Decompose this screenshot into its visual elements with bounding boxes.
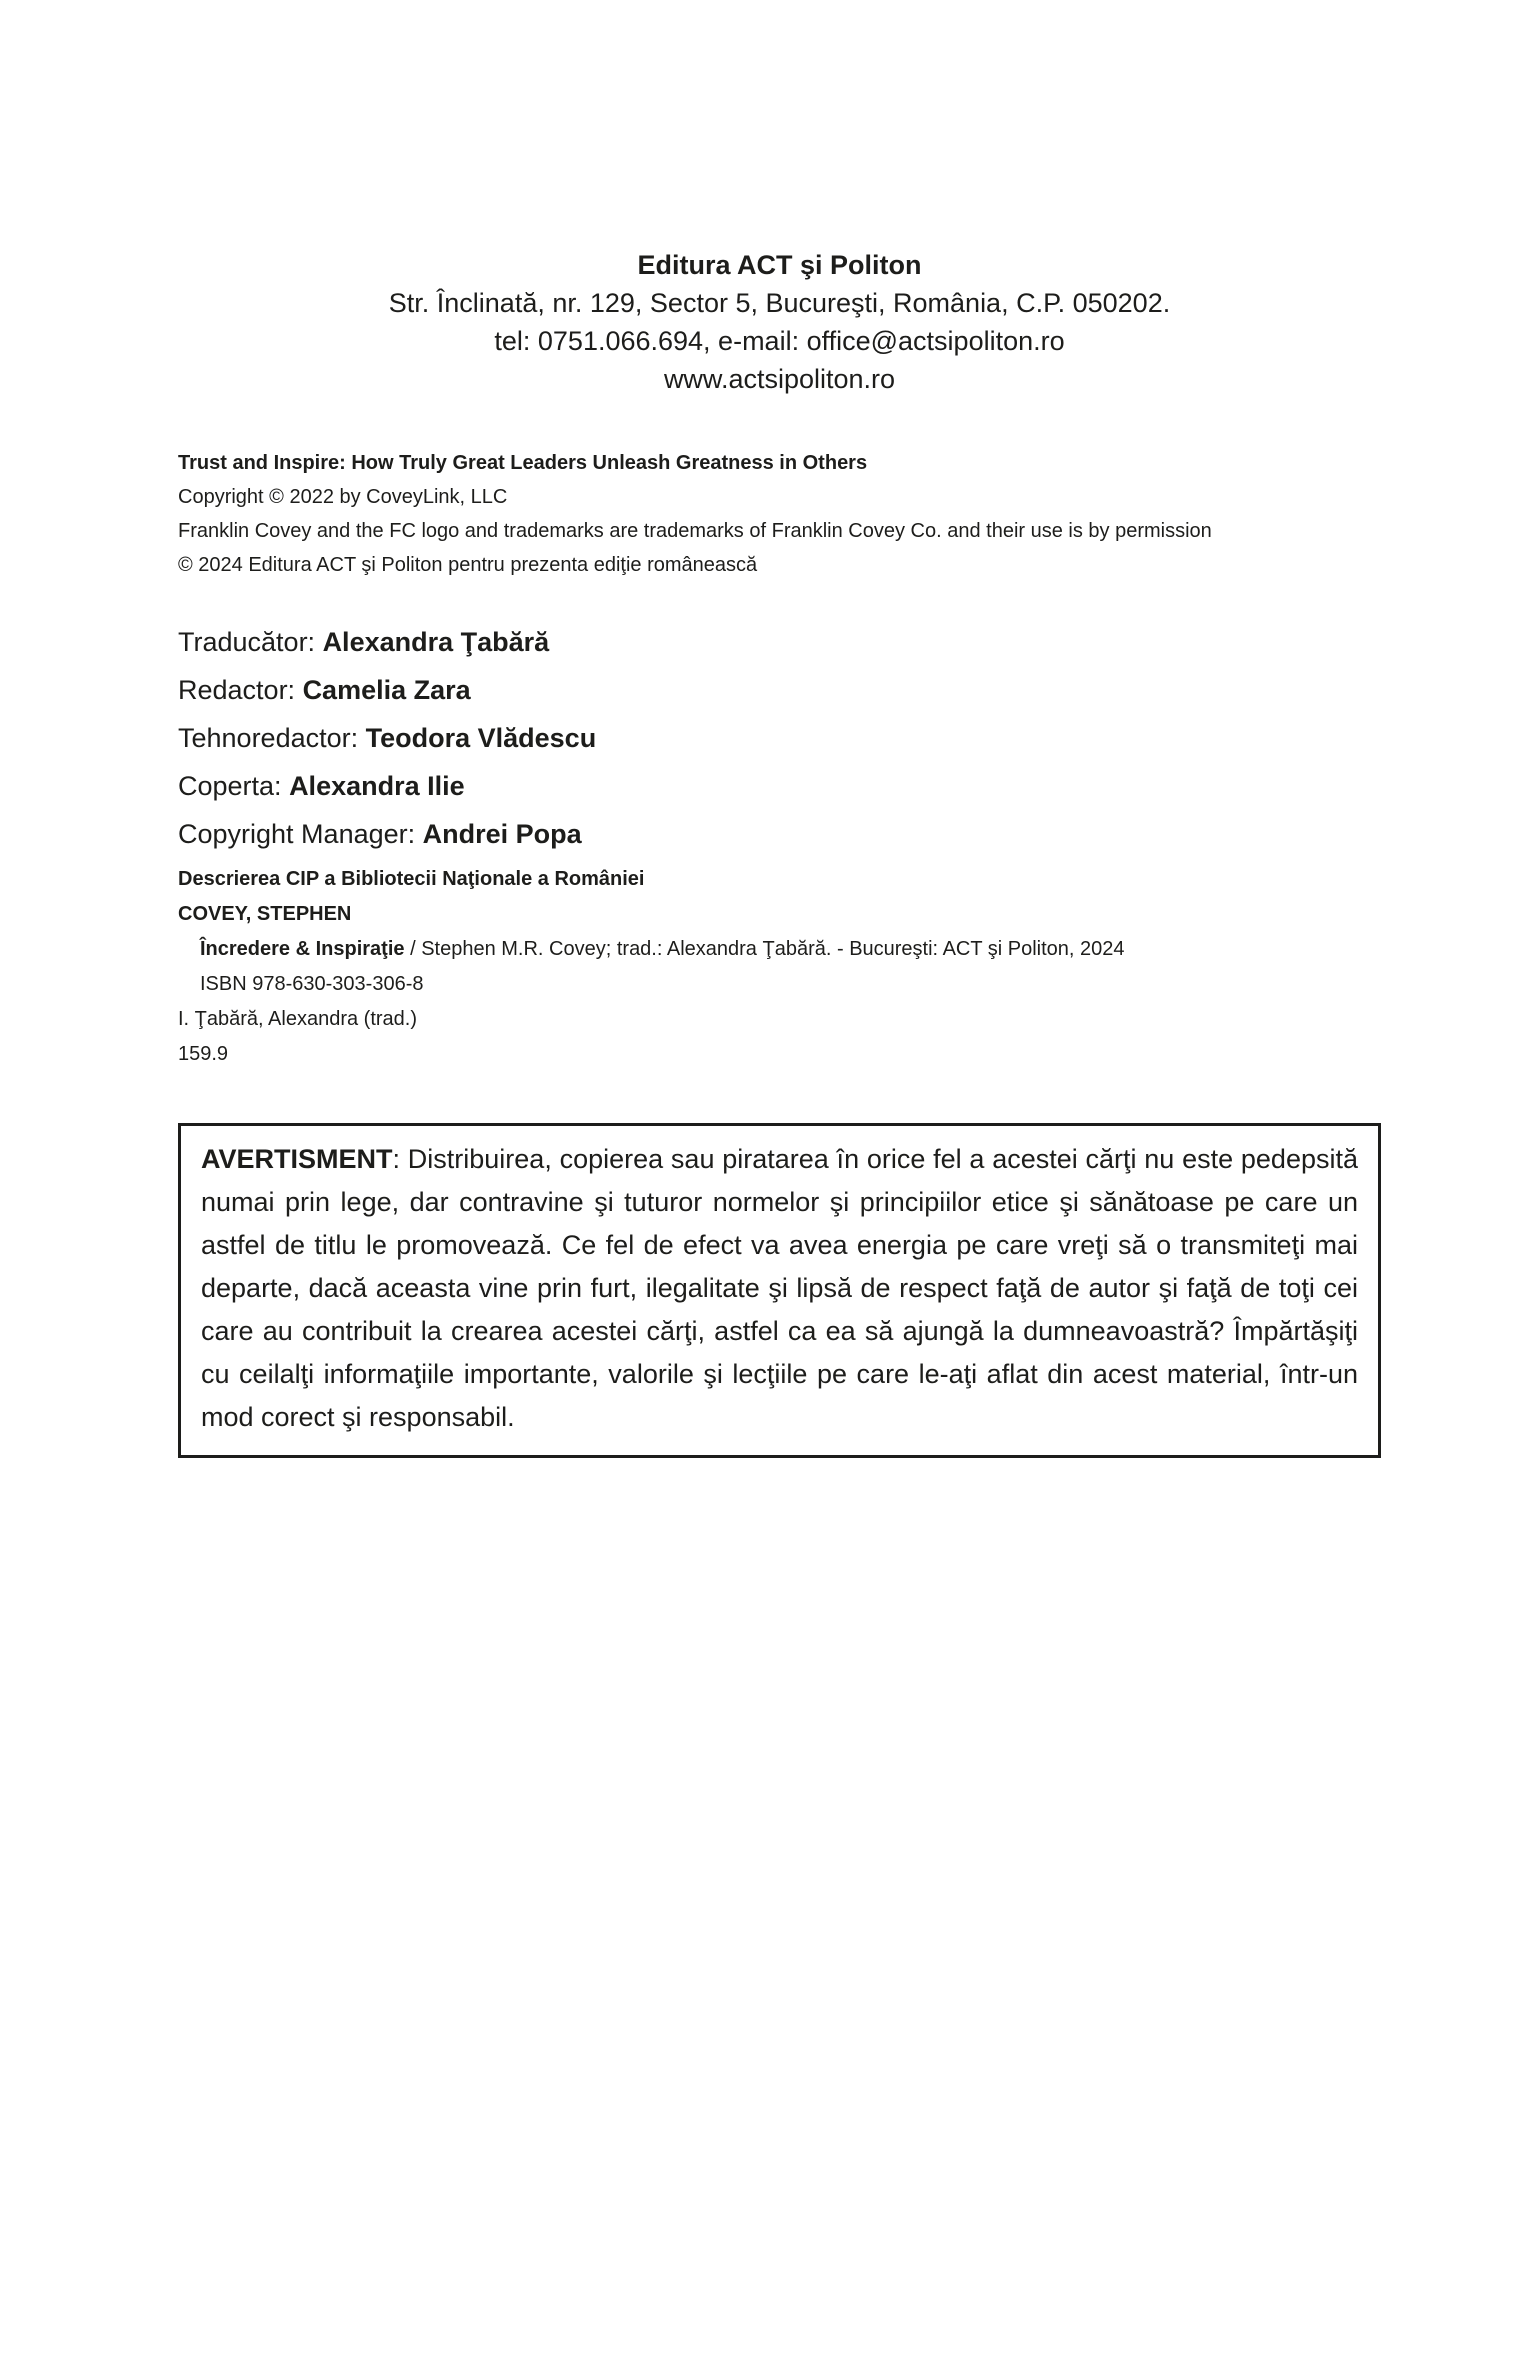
publisher-website: www.actsipoliton.ro (663, 364, 896, 394)
warning-text: : Distribuirea, copierea sau piratarea în orice fel a acestei cărţi nu este pedepsită numai prin lege, dar contravine şi tuturor normelor şi principiilor etice şi sănătoase pe care un astfel de titlu le promovează. Ce fel de efect va avea energia pe care vreţi să o transmiteţi mai departe, dacă aceasta vine prin furt, ilegalitate şi lipsă de respect faţă de autor şi faţă de toţi cei care au contribuit la crearea acestei cărţi, astfel ca ea să ajungă la dumneavoastră? Împărtăşiţi cu ceilalţi informaţiile importante, valorile şi lecţiile pe care le-aţi aflat din acest material, într-un mod corect şi responsabil. (201, 1144, 1358, 1432)
cip-author: COVEY, STEPHEN (178, 903, 352, 925)
credit-row (178, 762, 1381, 810)
cip-isbn: ISBN 978-630-303-306-8 (200, 973, 424, 995)
trademark-notice: Franklin Covey and the FC logo and trademarks are trademarks of Franklin Covey Co. and their use is by permission (178, 520, 1212, 542)
credit-name: Camelia Zara (302, 675, 471, 705)
cip-translator-entry: I. Ţabără, Alexandra (trad.) (178, 1008, 418, 1030)
cip-title-rest: / Stephen M.R. Covey; trad.: Alexandra Ţabără. - Bucureşti: ACT şi Politon, 2024 (404, 938, 1125, 960)
copyright-block (178, 446, 1438, 582)
publisher-address: Str. Înclinată, nr. 129, Sector 5, Bucureşti, România, C.P. 050202. (388, 288, 1171, 318)
warning-box (178, 1123, 1381, 1458)
publisher-header (178, 246, 1381, 398)
credit-label: Copyright Manager: (178, 819, 423, 849)
credit-row (178, 618, 1381, 666)
credits-block (178, 618, 1381, 858)
cip-block (178, 862, 1438, 1072)
credit-label: Tehnoredactor: (178, 723, 366, 753)
cip-classification: 159.9 (178, 1043, 229, 1065)
cip-heading: Descrierea CIP a Bibliotecii Naţionale a României (178, 868, 645, 890)
credit-label: Redactor: (178, 675, 303, 705)
credit-name: Andrei Popa (422, 819, 582, 849)
warning-label: AVERTISMENT (201, 1144, 393, 1174)
publisher-name: Editura ACT şi Politon (637, 250, 922, 280)
original-title: Trust and Inspire: How Truly Great Leaders Unleash Greatness in Others (178, 452, 868, 474)
cip-title-line (178, 932, 1438, 967)
credit-label: Traducător: (178, 627, 323, 657)
credit-name: Teodora Vlădescu (365, 723, 597, 753)
publisher-contact: tel: 0751.066.694, e-mail: office@actsipoliton.ro (494, 326, 1065, 356)
cip-title: Încredere & Inspiraţie (200, 938, 405, 960)
credit-name: Alexandra Ilie (289, 771, 465, 801)
credit-row (178, 666, 1381, 714)
credit-row (178, 714, 1381, 762)
credit-row (178, 810, 1381, 858)
copyright-notice: Copyright © 2022 by CoveyLink, LLC (178, 486, 508, 508)
romanian-edition-copyright: © 2024 Editura ACT şi Politon pentru prezenta ediţie românească (178, 554, 758, 576)
credit-name: Alexandra Ţabără (322, 627, 550, 657)
credit-label: Coperta: (178, 771, 290, 801)
